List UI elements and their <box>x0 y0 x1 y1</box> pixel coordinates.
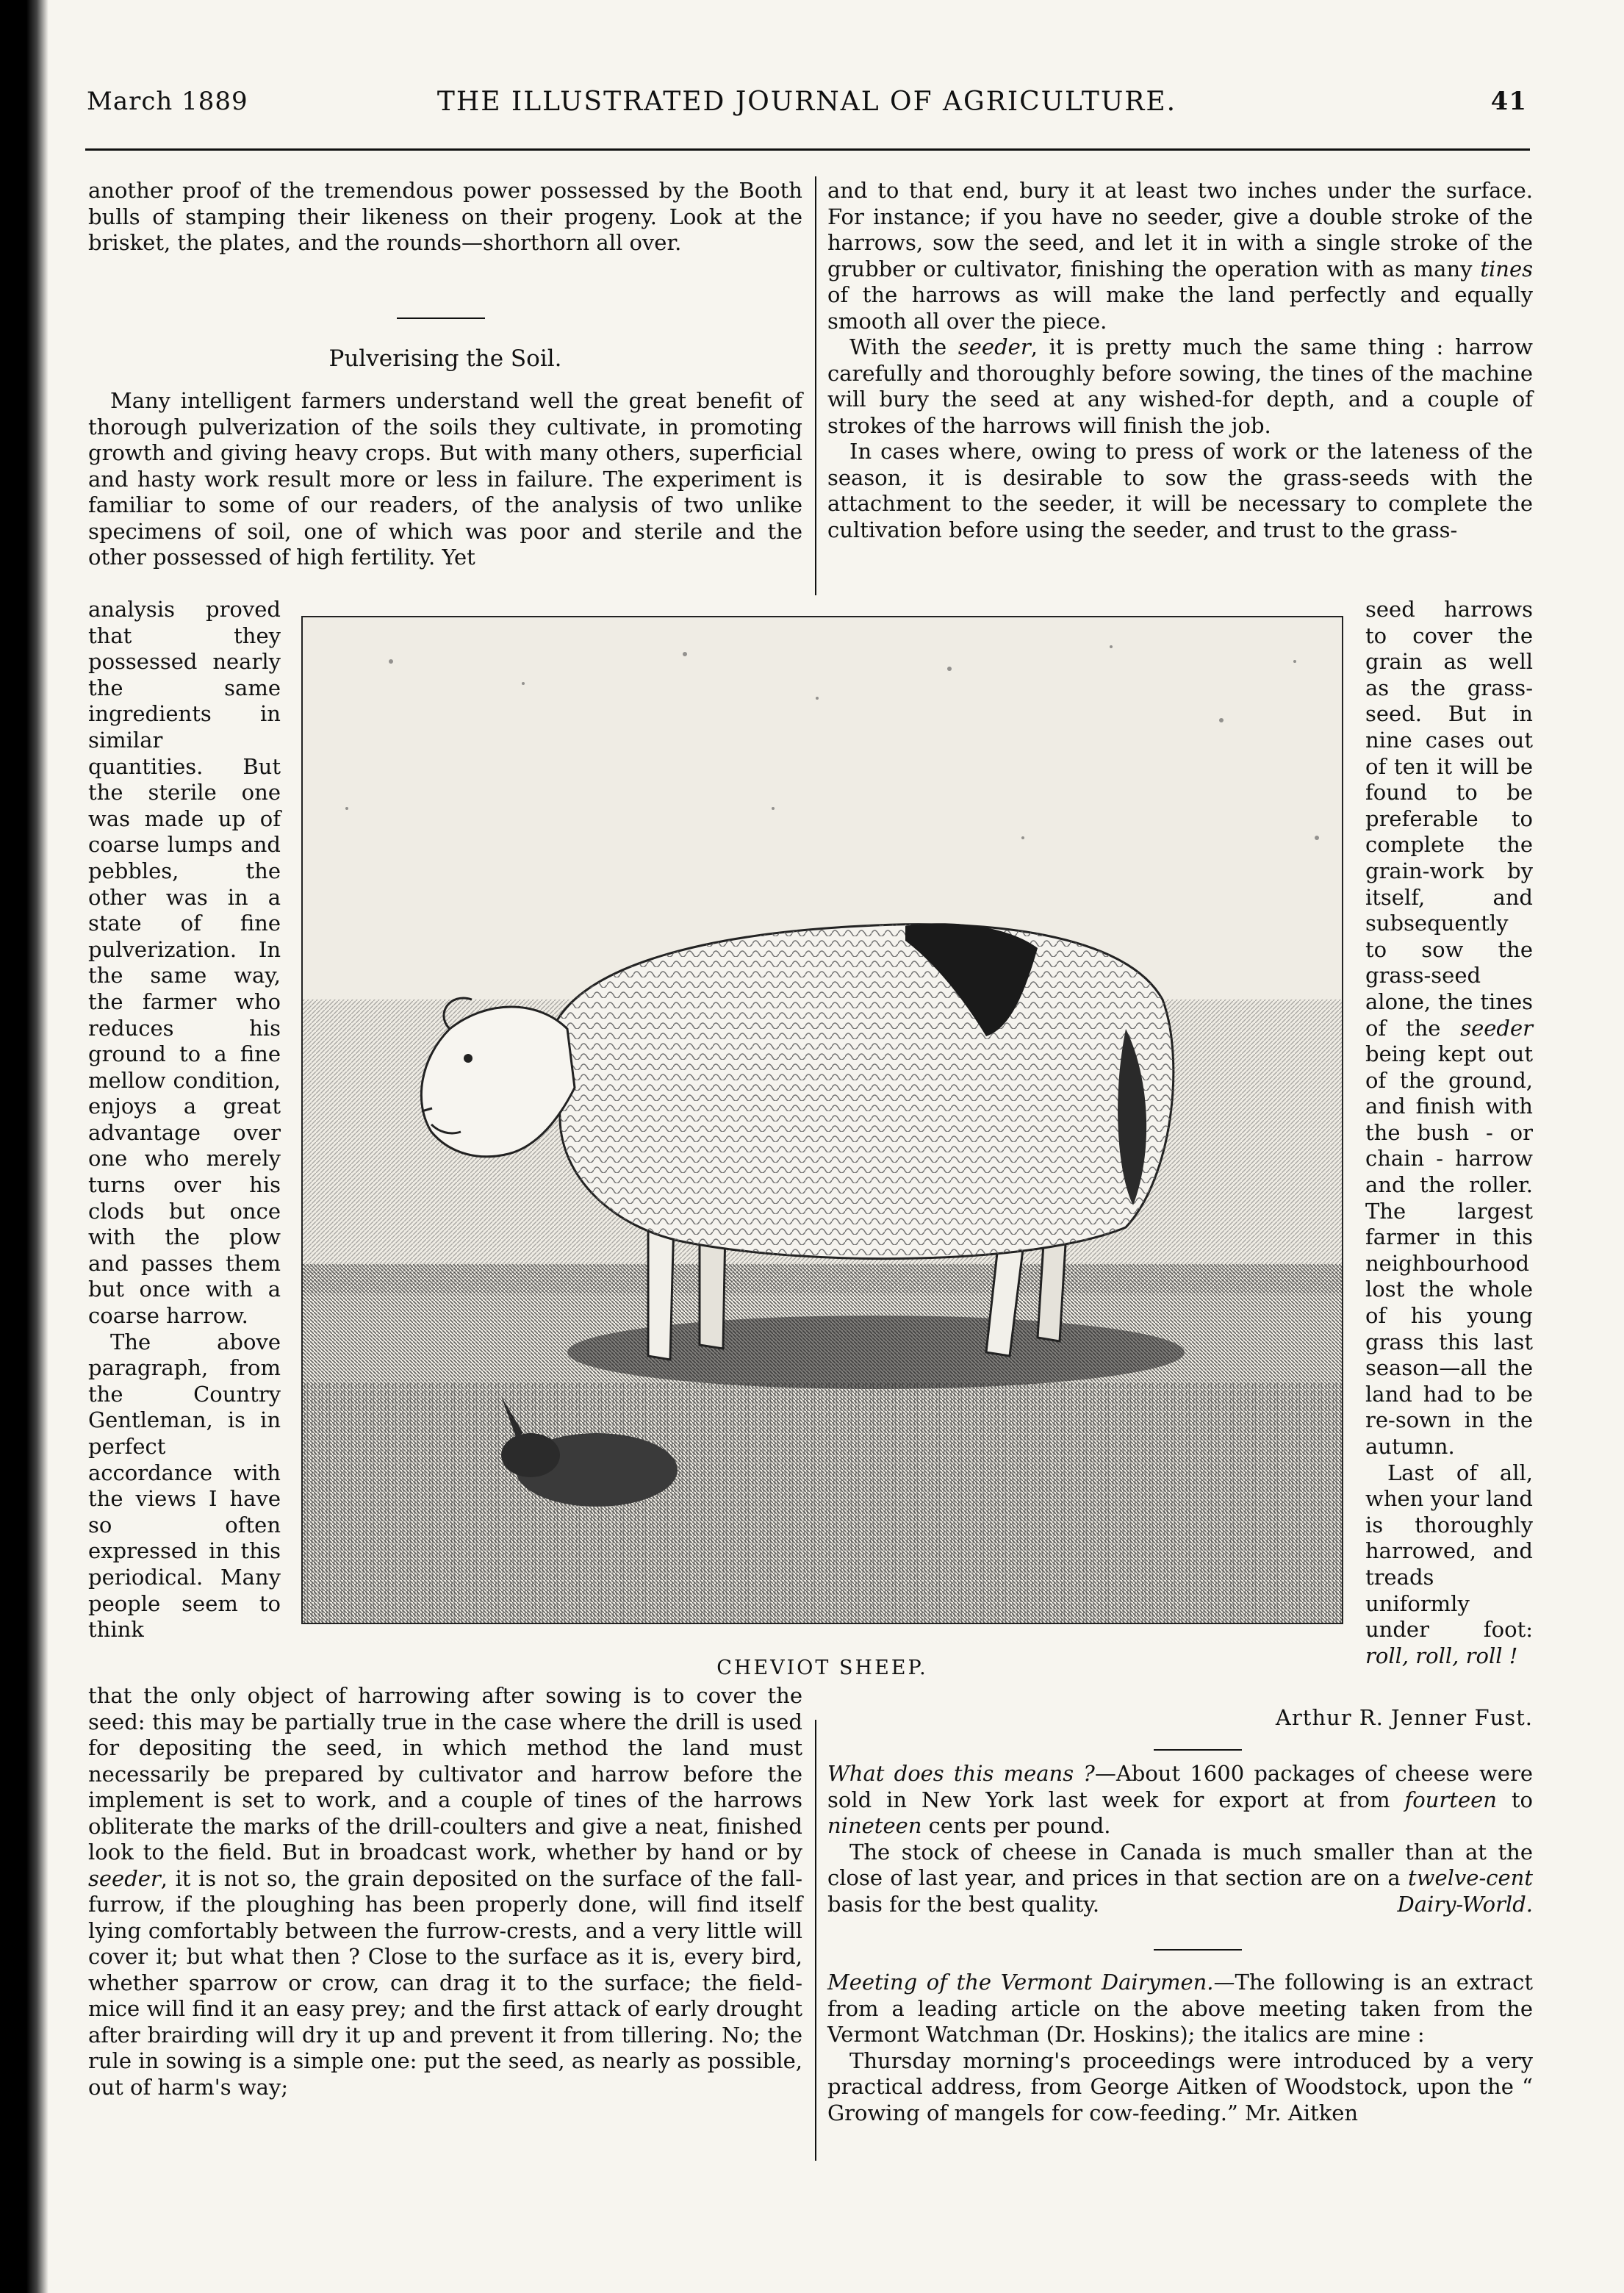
figure-caption: CHEVIOT SHEEP. <box>716 1657 928 1679</box>
section-rule-right-2 <box>1154 1949 1242 1951</box>
vermont-paragraph-2: Thursday morning's proceedings were introduced by a very practical address, from George Aitken of Woodstock, upon the “ Growing of mangels for cow-feeding.” Mr. Aitken <box>827 2048 1533 2125</box>
header-date: March 1889 <box>87 87 248 116</box>
author-signature: Arthur R. Jenner Fust. <box>1275 1705 1533 1730</box>
cheviot-sheep-engraving <box>301 616 1343 1624</box>
sheep-illustration <box>303 617 1342 1623</box>
column-divider-bottom <box>815 1720 816 2161</box>
section-heading: Pulverising the Soil. <box>328 345 562 372</box>
left-column-top <box>88 178 802 256</box>
running-header <box>87 87 1527 131</box>
right-paragraph-3: In cases where, owing to press of work or the lateness of the season, it is desirable to sow the grass-seeds with the attachment to the seeder, it will be necessary to complete the cultivation before using the seeder, and trust to the grass- <box>827 439 1533 542</box>
left-column-bottom <box>88 1683 802 2100</box>
column-divider-top <box>815 176 816 595</box>
right-wrap-paragraph-2: Last of all, when your land is thoroughly harrowed, and treads uniformly under foot: roll, roll, roll ! <box>1365 1460 1533 1668</box>
left-wrap-paragraph-1: analysis proved that they possessed nearly the same ingredients in similar quantities. But the sterile one was made up of coarse lumps and pebbles, the other was in a state of fine pulverization. In the same way, the farmer who reduces his ground to a fine mellow condition, enjoys a great advantage over one who merely turns over his clods but once with the plow and passes them but once with a coarse harrow. <box>88 597 281 1329</box>
header-rule <box>85 148 1530 151</box>
booth-bulls-paragraph: another proof of the tremendous power possessed by the Booth bulls of stamping their likeness on their progeny. Look at the brisket, the plates, and the rounds—shorthorn all over. <box>88 178 802 255</box>
vermont-paragraph-1: Meeting of the Vermont Dairymen.—The following is an extract from a leading article on the above meeting taken from the Vermont Watchman (Dr. Hoskins); the italics are mine : <box>827 1970 1533 2047</box>
right-column-top <box>827 178 1533 543</box>
right-wrap-paragraph-1: seed harrows to cover the grain as well as the grass-seed. But in nine cases out of ten it will be found to be preferable to complete the grain-work by itself, and subsequently to sow the grass-seed alone, the tines of the seeder being kept out of the ground, and finish with the bush - or chain - harrow and the roller. The largest farmer in this neighbourhood lost the whole of his young grass this last season—all the land had to be re-sown in the autumn. <box>1365 597 1533 1459</box>
harrowing-paragraph: that the only object of harrowing after sowing is to cover the seed: this may be partially true in the case where the drill is used for depositing the seed, in which method the land must necessarily be prepared by cultivator and harrow before the implement is set to work, and a couple of tines of the harrows obliterate the marks of the drill-coulters and give a neat, finished look to the field. But in broadcast work, whether by hand or by seeder, it is not so, the grain deposited on the surface of the fall-furrow, if the ploughing has been properly done, will find itself lying comfortably between the furrow-crests, and a very little will cover it; but what then ? Close to the surface as it is, every bird, whether sparrow or crow, can drag it to the surface; the field-mice will find it an easy prey; and the first attack of early drought after brairding will dry it up and prevent it from tillering. No; the rule in sowing is a simple one: put the seed, as nearly as possible, out of harm's way; <box>88 1683 802 2100</box>
right-paragraph-2: With the seeder, it is pretty much the same thing : harrow carefully and thoroughly before sowing, the tines of the machine will bury the seed at any wished-for depth, and a couple of strokes of the harrows will finish the job. <box>827 334 1533 438</box>
cheese-paragraph-2: The stock of cheese in Canada is much smaller than at the close of last year, and prices in that section are on a twelve-cent basis for the best quality. Dairy-World. <box>827 1839 1533 1917</box>
journal-title: THE ILLUSTRATED JOURNAL OF AGRICULTURE. <box>436 87 1177 117</box>
pulverising-paragraph-1: Many intelligent farmers understand well the great benefit of thorough pulverization of the soils they cultivate, in promoting growth and giving heavy crops. But with many others, superficial and hasty work result more or less in failure. The experiment is familiar to some of our readers, of the analysis of two unlike specimens of soil, one of which was poor and sterile and the other possessed of high fertility. Yet <box>88 388 802 570</box>
page-number: 41 <box>1490 87 1527 116</box>
section-rule <box>397 317 485 319</box>
section-rule-right-1 <box>1154 1749 1242 1751</box>
left-wrap-paragraph-2: The above paragraph, from the Country Gentleman, is in perfect accordance with the views I have so often expressed in this periodical. Many people seem to think <box>88 1329 281 1643</box>
cheese-section <box>827 1761 1533 1917</box>
pulverising-intro <box>88 388 802 571</box>
page-binding-edge <box>0 0 48 2293</box>
right-paragraph-1: and to that end, bury it at least two inches under the surface. For instance; if you have no seeder, give a double stroke of the harrows, sow the seed, and let it in with a single stroke of the grubber or cultivator, finishing the operation with as many tines of the harrows as will make the land perfectly and equally smooth all over the piece. <box>827 178 1533 334</box>
cheese-paragraph-1: What does this means ?—About 1600 packages of cheese were sold in New York last week for export at from fourteen to nineteen cents per pound. <box>827 1761 1533 1838</box>
right-wrap-column <box>1365 597 1533 1669</box>
vermont-section <box>827 1970 1533 2126</box>
left-wrap-column <box>88 597 281 1643</box>
